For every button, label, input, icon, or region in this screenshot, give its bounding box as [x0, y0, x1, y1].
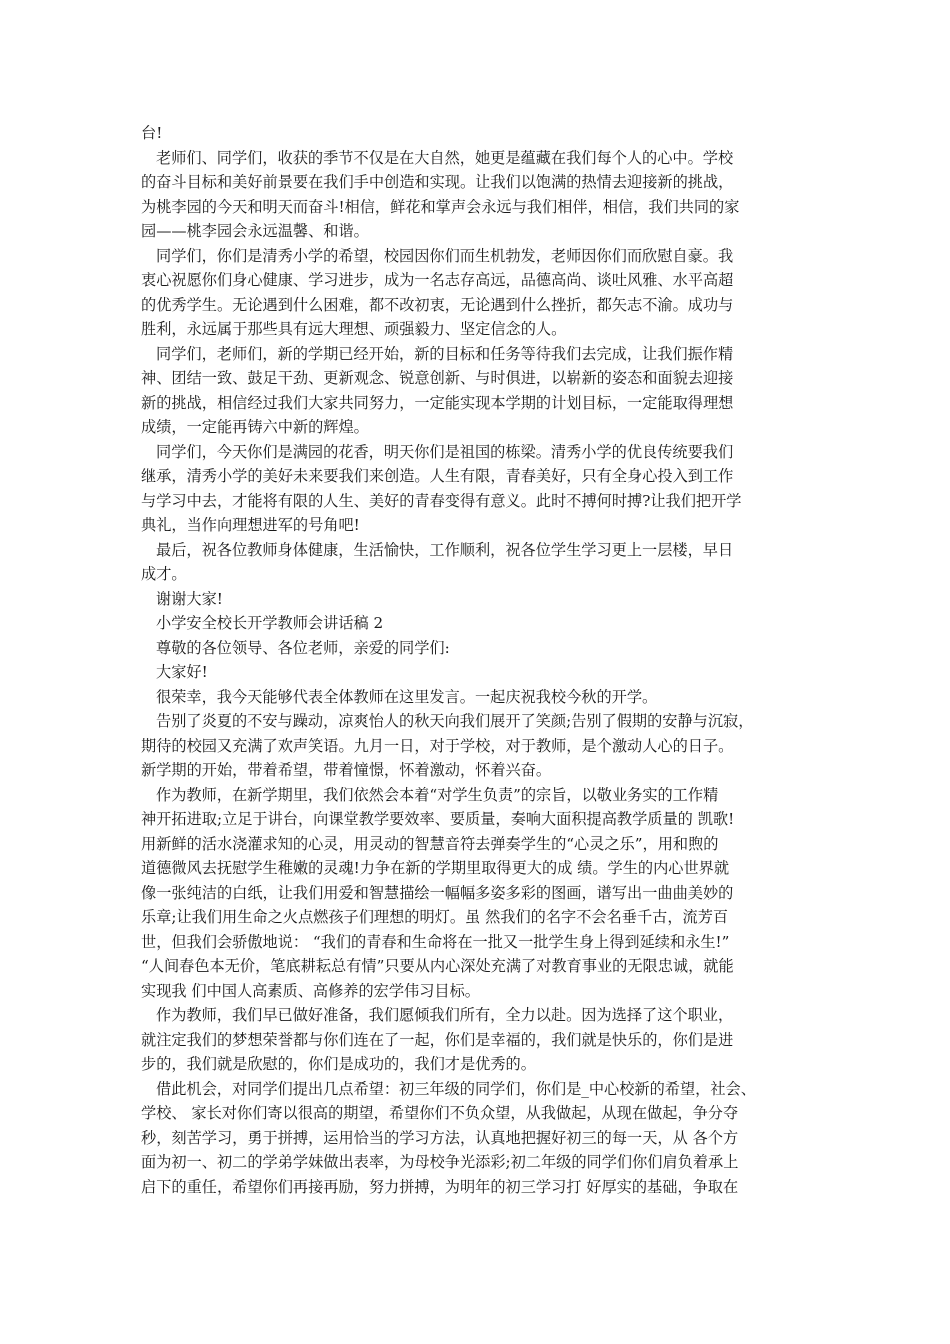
paragraph	[141, 709, 815, 783]
text-line: 学校、 家长对你们寄以很高的期望，希望你们不负众望，从我做起，从现在做起，争分夺	[141, 1104, 739, 1122]
text-line: 胜利，永远属于那些具有远大理想、顽强毅力、坚定信念的人。	[141, 320, 567, 338]
text-line: “人间春色本无价，笔底耕耘总有情”只要从内心深处充满了对教育事业的无限忠诚，就能	[141, 957, 734, 975]
text-line: 作为教师，在新学期里，我们依然会本着“对学生负责”的宗旨，以敬业务实的工作精	[156, 785, 719, 804]
text-line: 的优秀学生。无论遇到什么困难，都不改初衷，无论遇到什么挫折，都矢志不渝。成功与	[141, 295, 734, 314]
paragraph	[141, 342, 815, 440]
text-line: 道德微风去抚慰学生稚嫩的灵魂!力争在新的学期里取得更大的成 绩。学生的内心世界就	[141, 859, 730, 877]
paragraph	[141, 660, 815, 685]
text-line: 谢谢大家!	[156, 589, 223, 608]
paragraph	[141, 538, 815, 587]
text-line: 的奋斗目标和美好前景要在我们手中创造和实现。让我们以饱满的热情去迎接新的挑战，	[141, 173, 734, 191]
paragraph	[141, 1003, 815, 1077]
text-line: 告别了炎夏的不安与躁动，凉爽怡人的秋天向我们展开了笑颜;告别了假期的安静与沉寂，	[156, 712, 754, 730]
paragraph	[141, 146, 815, 244]
paragraph	[141, 636, 815, 661]
text-line: 同学们，今天你们是满园的花香，明天你们是祖国的栋梁。清秀小学的优良传统要我们	[156, 442, 734, 461]
paragraph	[141, 587, 815, 612]
text-line: 同学们，老师们，新的学期已经开始，新的目标和任务等待我们去完成，让我们振作精	[156, 344, 734, 363]
text-line: 衷心祝愿你们身心健康、学习进步，成为一名志存高远，品德高尚、谈吐风雅、水平高超	[141, 271, 734, 289]
text-line: 新的挑战，相信经过我们大家共同努力，一定能实现本学期的计划目标，一定能取得理想	[141, 393, 734, 412]
paragraph	[141, 611, 815, 636]
text-line: 很荣幸，我今天能够代表全体教师在这里发言。一起庆祝我校今秋的开学。	[156, 687, 658, 706]
text-line: 启下的重任，希望你们再接再励，努力拼搏，为明年的初三学习打 好厚实的基础，争取在	[141, 1177, 739, 1196]
paragraph	[141, 440, 815, 538]
text-line: 实现我 们中国人高素质、高修养的宏学伟习目标。	[141, 981, 480, 1000]
paragraph	[141, 244, 815, 342]
text-line: 成才。	[141, 565, 187, 583]
text-line: 步的，我们就是欣慰的，你们是成功的，我们才是优秀的。	[141, 1055, 536, 1073]
document-page	[141, 121, 815, 1199]
text-line: 神开拓进取;立足于讲台，向课堂教学要效率、要质量，奏响大面积提高教学质量的 凯歌!	[141, 810, 735, 828]
text-line: 小学安全校长开学教师会讲话稿 2	[156, 614, 384, 632]
text-line: 与学习中去，才能将有限的人生、美好的青春变得有意义。此时不搏何时搏?让我们把开学	[141, 491, 742, 510]
text-line: 像一张纯洁的白纸，让我们用爱和智慧描绘一幅幅多姿多彩的图画，谱写出一曲曲美妙的	[141, 883, 734, 902]
paragraph	[141, 783, 815, 1004]
text-line: 典礼，当作向理想进军的号角吧!	[141, 516, 360, 534]
text-line: 用新鲜的活水浇灌求知的心灵，用灵动的智慧音符去弹奏学生的“心灵之乐”，用和煦的	[141, 834, 719, 853]
text-line: 新学期的开始，带着希望，带着憧憬，怀着激动，怀着兴奋。	[141, 761, 552, 779]
text-line: 台!	[141, 124, 163, 142]
text-line: 为桃李园的今天和明天而奋斗!相信，鲜花和掌声会永远与我们相伴，相信，我们共同的家	[141, 197, 740, 216]
text-line: 成绩，一定能再铸六中新的辉煌。	[141, 418, 369, 436]
text-line: 就注定我们的梦想荣誉都与你们连在了一起，你们是幸福的，我们就是快乐的，你们是进	[141, 1030, 734, 1049]
text-line: 借此机会，对同学们提出几点希望：初三年级的同学们，你们是_中心校新的希望，社会、	[156, 1079, 756, 1098]
text-line: 继承，清秀小学的美好未来要我们来创造。人生有限，青春美好，只有全身心投入到工作	[141, 467, 734, 485]
text-line: 世，但我们会骄傲地说： “我们的青春和生命将在一批又一批学生身上得到延续和永生!”	[141, 932, 730, 951]
text-line: 园——桃李园会永远温馨、和谐。	[141, 222, 369, 240]
text-line: 尊敬的各位领导、各位老师，亲爱的同学们:	[156, 638, 450, 657]
paragraph	[141, 121, 815, 146]
text-line: 最后，祝各位教师身体健康，生活愉快，工作顺利，祝各位学生学习更上一层楼，早日	[156, 540, 734, 559]
text-line: 期待的校园又充满了欢声笑语。九月一日，对于学校，对于教师，是个激动人心的日子。	[141, 736, 734, 755]
text-line: 面为初一、初二的学弟学妹做出表率，为母校争光添彩;初二年级的同学们你们肩负着承上	[141, 1153, 739, 1171]
text-line: 老师们、同学们，收获的季节不仅是在大自然，她更是蕴藏在我们每个人的心中。学校	[156, 148, 734, 167]
paragraph	[141, 1077, 815, 1200]
text-line: 乐章;让我们用生命之火点燃孩子们理想的明灯。虽 然我们的名字不会名垂千古，流芳百	[141, 908, 729, 926]
text-line: 大家好!	[156, 663, 208, 681]
paragraph	[141, 685, 815, 710]
text-line: 同学们，你们是清秀小学的希望，校园因你们而生机勃发，老师因你们而欣慰自豪。我	[156, 246, 734, 265]
text-line: 秒，刻苦学习，勇于拼搏，运用恰当的学习方法，认真地把握好初三的每一天，从 各个方	[141, 1128, 739, 1147]
text-line: 神、团结一致、鼓足干劲、更新观念、锐意创新、与时俱进，以崭新的姿态和面貌去迎接	[141, 369, 734, 387]
text-line: 作为教师，我们早已做好准备，我们愿倾我们所有，全力以赴。因为选择了这个职业，	[156, 1006, 734, 1024]
